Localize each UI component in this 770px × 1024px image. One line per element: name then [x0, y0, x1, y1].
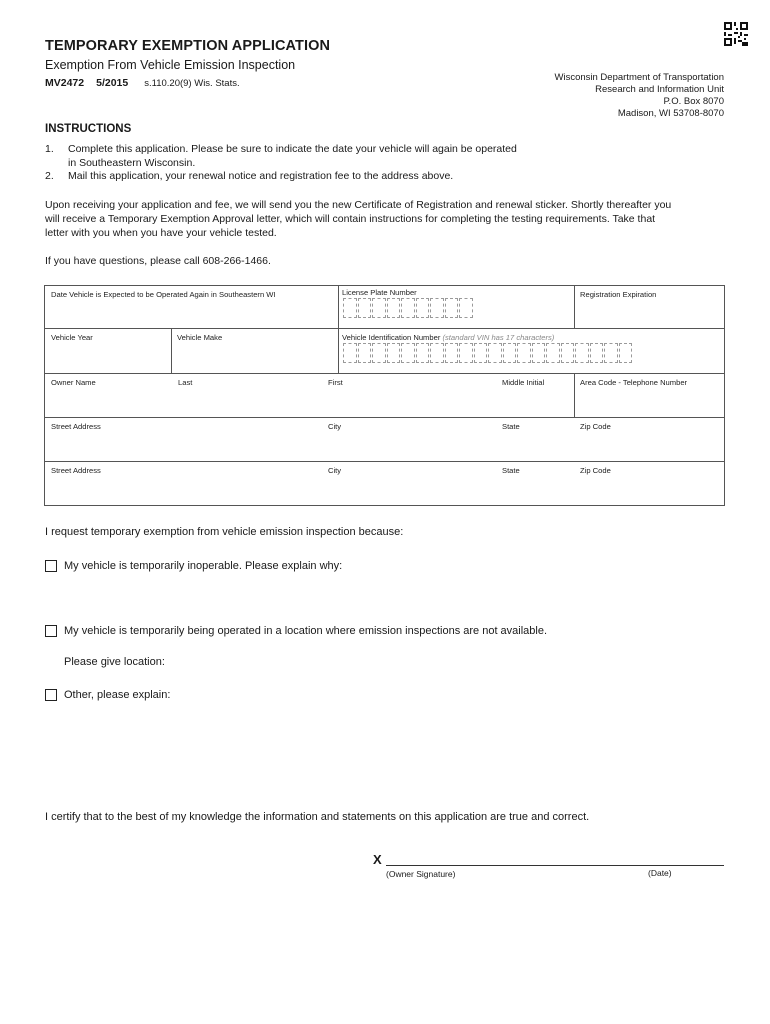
street-address-label: Street Address [51, 422, 101, 431]
instructions-heading: INSTRUCTIONS [45, 123, 132, 135]
city-label: City [328, 466, 342, 475]
char-box[interactable] [401, 298, 415, 318]
address-field-1[interactable] [45, 418, 724, 461]
char-box[interactable] [474, 343, 488, 363]
reason-option-location[interactable] [45, 625, 547, 637]
instructions-list [45, 143, 725, 184]
city-label: City [328, 422, 342, 431]
checkbox-other[interactable] [45, 689, 57, 701]
certification-statement: I certify that to the best of my knowledge the information and statements on this application are true and correct. [45, 811, 590, 823]
char-box[interactable] [430, 298, 444, 318]
form-title: TEMPORARY EXEMPTION APPLICATION [45, 38, 331, 54]
reason-label: My vehicle is temporarily inoperable. Please explain why: [64, 560, 343, 572]
zip-code-label: Zip Code [580, 466, 611, 475]
middle-initial-label: Middle Initial [502, 378, 545, 387]
reason-option-inoperable[interactable] [45, 560, 342, 572]
signature-x-mark: X [373, 852, 382, 867]
instruction-text: Complete this application. Please be sure to indicate the date your vehicle will again be operated [68, 143, 517, 155]
char-box[interactable] [401, 343, 415, 363]
reason-option-other[interactable] [45, 689, 170, 701]
char-box[interactable] [604, 343, 618, 363]
char-box[interactable] [343, 298, 357, 318]
char-box[interactable] [372, 298, 386, 318]
vehicle-year-label: Vehicle Year [51, 333, 93, 342]
zip-code-label: Zip Code [580, 422, 611, 431]
char-box[interactable] [416, 298, 430, 318]
date-label: (Date) [648, 868, 672, 878]
char-box[interactable] [387, 343, 401, 363]
form-number-line [45, 77, 240, 89]
instruction-text: Mail this application, your renewal notice and registration fee to the address above. [68, 170, 454, 182]
instructions-paragraph [45, 198, 729, 240]
vehicle-make-field[interactable] [172, 329, 338, 373]
char-box[interactable] [575, 343, 589, 363]
vehicle-year-field[interactable] [45, 329, 171, 373]
char-box[interactable] [503, 343, 517, 363]
date-operated-label: Date Vehicle is Expected to be Operated Again in Southeastern WI [51, 290, 276, 299]
char-box[interactable] [561, 343, 575, 363]
date-operated-field[interactable] [45, 286, 338, 328]
state-label: State [502, 466, 520, 475]
statute: s.110.20(9) Wis. Stats. [144, 78, 240, 89]
char-box[interactable] [459, 343, 473, 363]
form-subtitle: Exemption From Vehicle Emission Inspection [45, 58, 296, 72]
form-number: MV2472 [45, 77, 85, 89]
agency-line: P.O. Box 8070 [663, 96, 724, 107]
first-name-label: First [328, 378, 343, 387]
phone-label: Area Code - Telephone Number [580, 378, 688, 387]
char-box[interactable] [532, 343, 546, 363]
char-box[interactable] [590, 343, 604, 363]
char-box[interactable] [416, 343, 430, 363]
agency-line: Research and Information Unit [595, 84, 724, 95]
questions-line: If you have questions, please call 608-266-1466. [45, 255, 271, 267]
reason-label: Other, please explain: [64, 689, 171, 701]
char-box[interactable] [517, 343, 531, 363]
char-box[interactable] [387, 298, 401, 318]
checkbox-inoperable[interactable] [45, 560, 57, 572]
vin-note: (standard VIN has 17 characters) [442, 333, 555, 342]
char-box[interactable] [358, 298, 372, 318]
state-label: State [502, 422, 520, 431]
char-box[interactable] [445, 343, 459, 363]
char-box[interactable] [459, 298, 473, 318]
license-plate-label: License Plate Number [342, 288, 417, 297]
char-box[interactable] [546, 343, 560, 363]
owner-signature-label: (Owner Signature) [386, 869, 456, 879]
signature-line[interactable] [386, 865, 724, 866]
paragraph-line: will receive a Temporary Exemption Approval letter, which will contain instructions for completing the testing requirements. Take that [45, 213, 656, 225]
paragraph-line: Upon receiving your application and fee, we will send you the new Certificate of Registration and renewal sticker. Shortly thereafter you [45, 199, 672, 211]
reg-expiration-field[interactable] [575, 286, 724, 328]
street-address-label: Street Address [51, 466, 101, 475]
address-field-2[interactable] [45, 462, 724, 505]
vehicle-make-label: Vehicle Make [177, 333, 223, 342]
last-name-label: Last [178, 378, 193, 387]
char-box[interactable] [343, 343, 357, 363]
list-number: 1. [45, 143, 54, 155]
agency-line: Madison, WI 53708-8070 [617, 108, 724, 119]
char-box[interactable] [488, 343, 502, 363]
agency-line: Wisconsin Department of Transportation [554, 72, 724, 83]
char-box[interactable] [358, 343, 372, 363]
license-plate-boxes[interactable] [343, 298, 474, 318]
char-box[interactable] [372, 343, 386, 363]
location-prompt: Please give location: [64, 656, 165, 668]
owner-name-field[interactable] [45, 374, 574, 417]
reason-label: My vehicle is temporarily being operated in a location where emission inspections are not available. [64, 625, 548, 637]
paragraph-line: letter with you when you have your vehicle tested. [45, 227, 277, 239]
phone-field[interactable] [575, 374, 724, 417]
vin-label: Vehicle Identification Number (standard VIN has 17 characters) [342, 333, 555, 342]
char-box[interactable] [445, 298, 459, 318]
checkbox-location[interactable] [45, 625, 57, 637]
application-form-grid [44, 285, 725, 506]
agency-address [555, 72, 725, 120]
qr-code-icon [724, 22, 748, 46]
list-number: 2. [45, 170, 54, 182]
owner-name-label: Owner Name [51, 378, 96, 387]
char-box[interactable] [430, 343, 444, 363]
form-date: 5/2015 [96, 77, 129, 89]
reg-expiration-label: Registration Expiration [580, 290, 657, 299]
exemption-request-intro: I request temporary exemption from vehicle emission inspection because: [45, 526, 404, 538]
vin-boxes[interactable] [343, 343, 633, 363]
char-box[interactable] [619, 343, 633, 363]
instruction-text: in Southeastern Wisconsin. [68, 156, 196, 169]
